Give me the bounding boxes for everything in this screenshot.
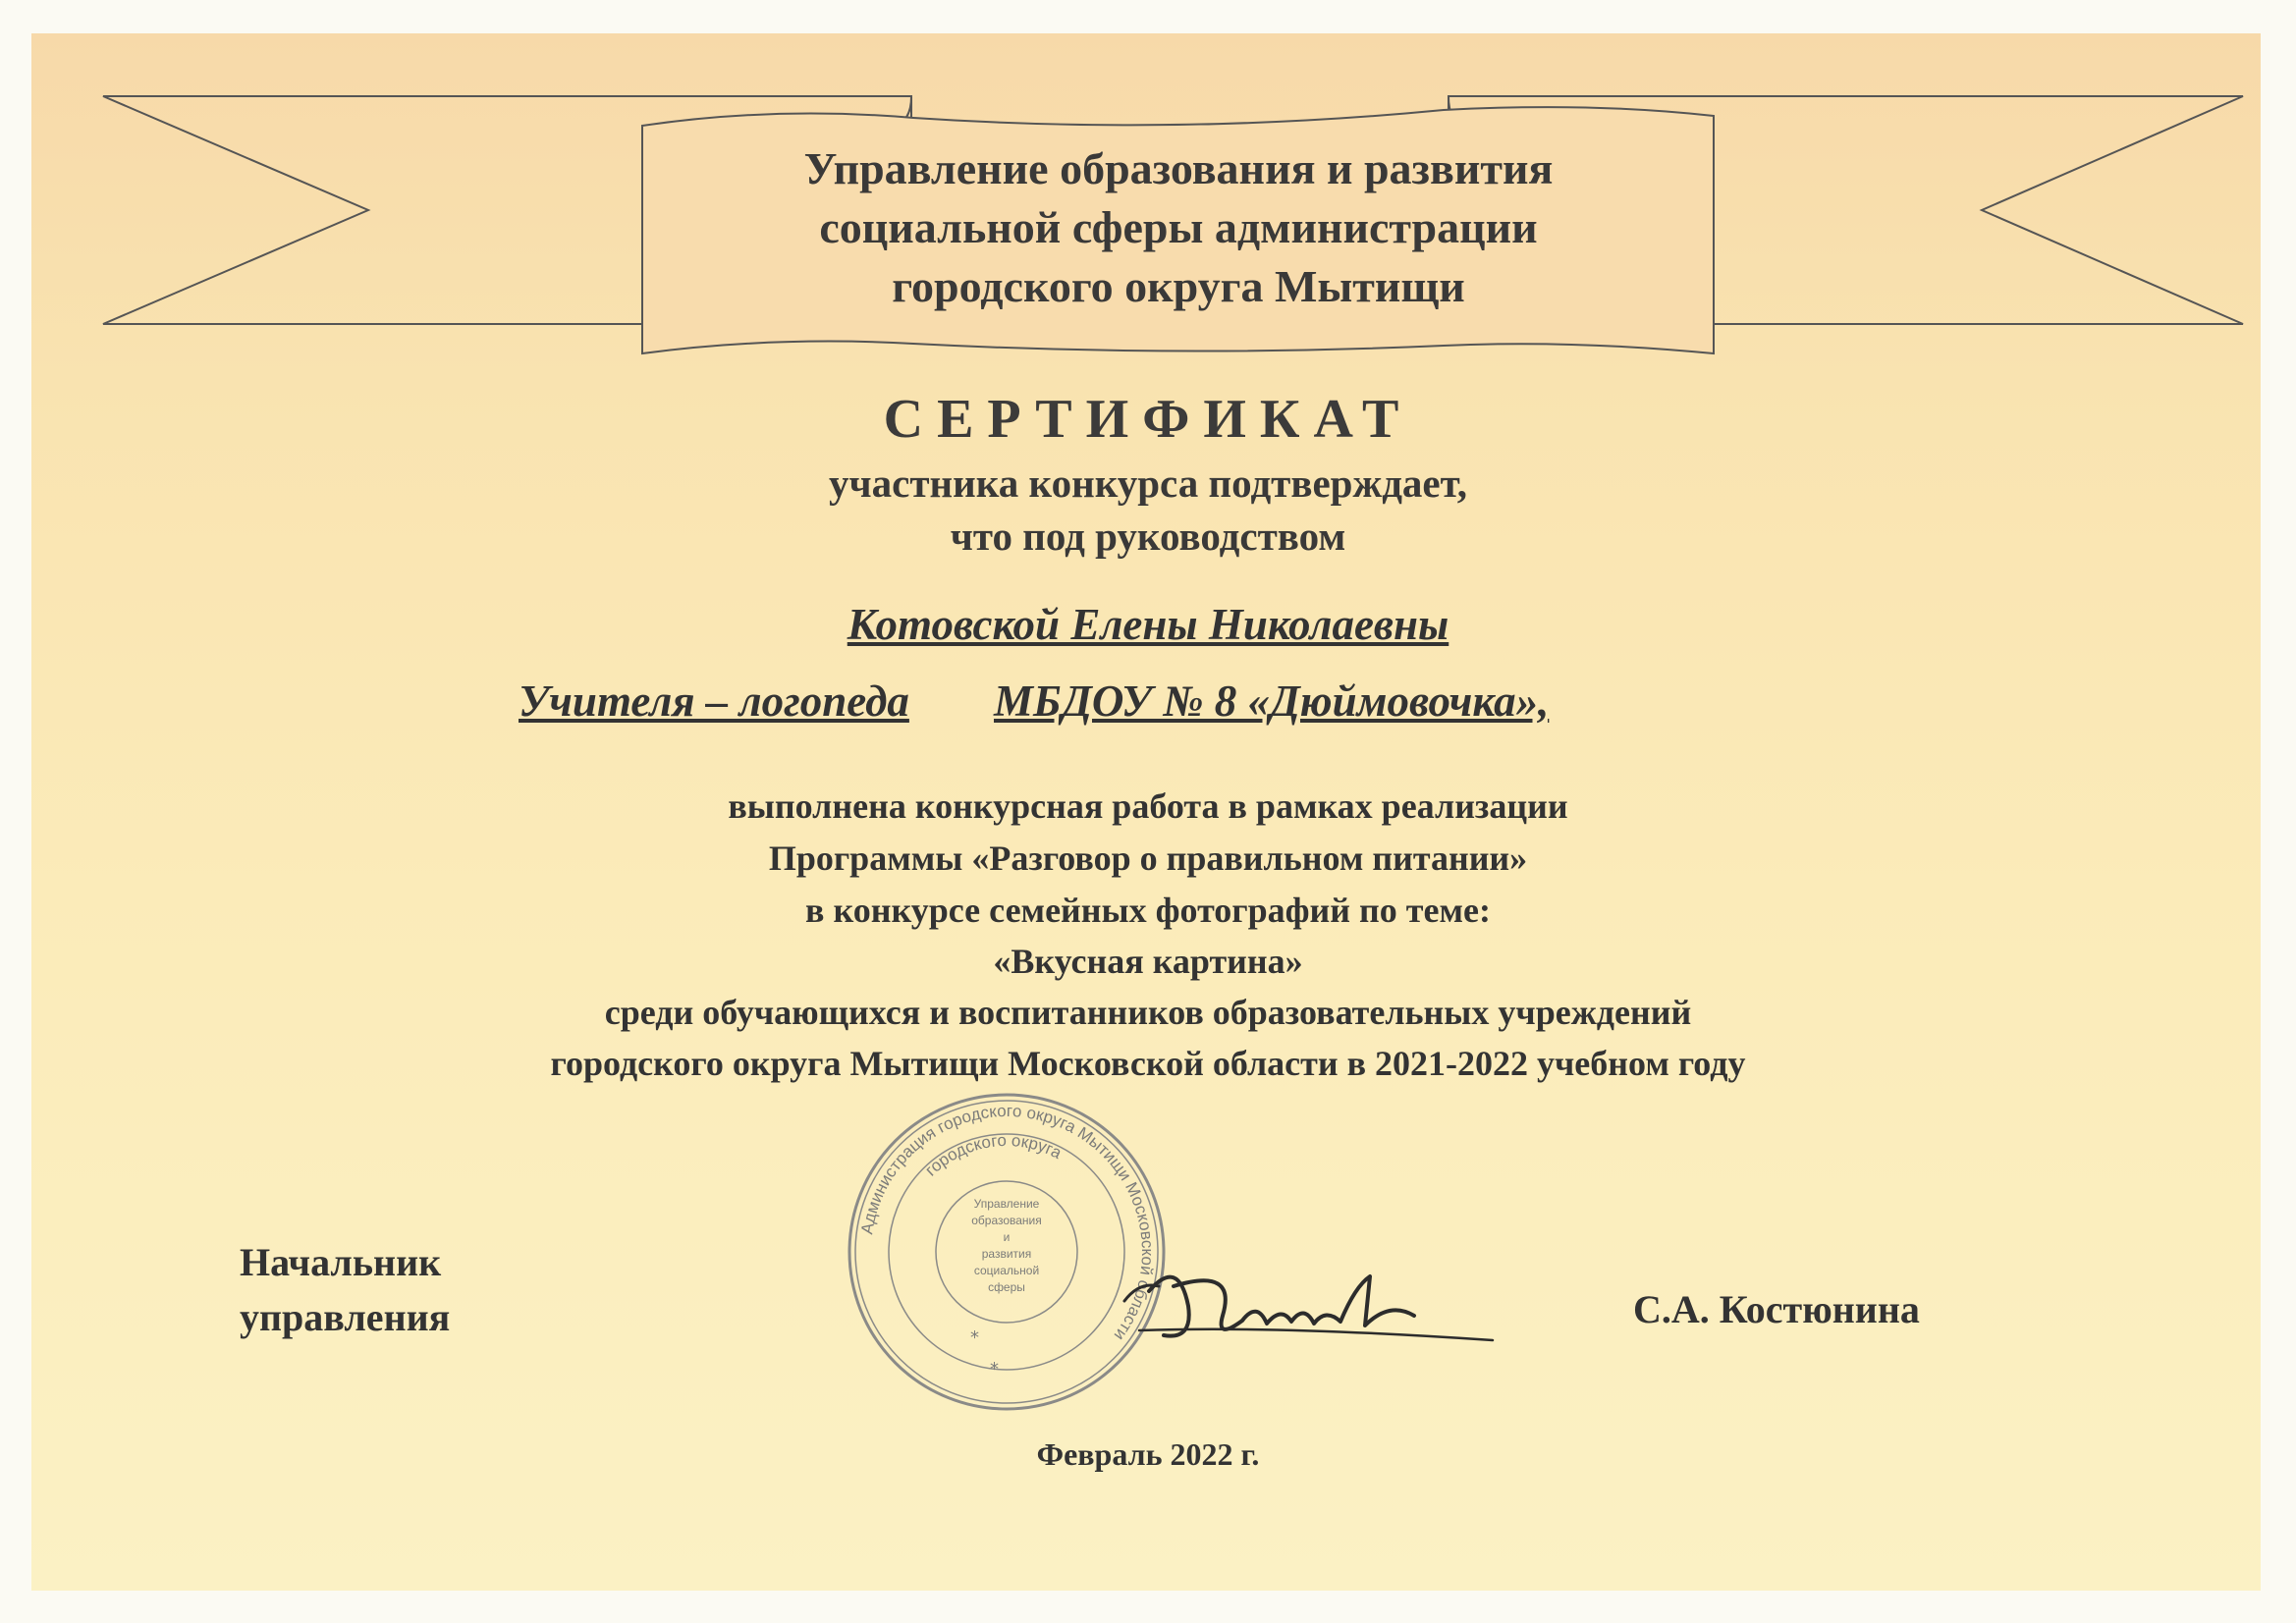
issuer-title-line-1: Управление образования и развития bbox=[803, 143, 1554, 193]
svg-text:*: * bbox=[970, 1327, 979, 1348]
stamp-center-line: социальной bbox=[973, 1264, 1040, 1277]
issuer-title-line-3: городского округа Мытищи bbox=[892, 261, 1465, 311]
body-line-3: в конкурсе семейных фотографий по теме: bbox=[805, 891, 1491, 930]
stamp-center-line: развития bbox=[981, 1247, 1032, 1261]
signatory-role bbox=[240, 1235, 450, 1345]
recipient-institution: МБДОУ № 8 «Дюймовочка», bbox=[994, 676, 1550, 726]
issuer-title-line-2: социальной сферы администрации bbox=[819, 202, 1538, 252]
body-line-4: «Вкусная картина» bbox=[993, 942, 1303, 981]
issue-date: Февраль 2022 г. bbox=[1036, 1436, 1260, 1472]
stamp-center-line: Управление bbox=[973, 1197, 1040, 1211]
certificate-title: СЕРТИФИКАТ bbox=[883, 389, 1413, 450]
signatory-role-line-1: Начальник bbox=[240, 1240, 442, 1284]
stamp-center-line: сферы bbox=[988, 1280, 1025, 1294]
certificate-subtitle-2: что под руководством bbox=[950, 514, 1346, 559]
signatory-name: С.А. Костюнина bbox=[1633, 1287, 1920, 1331]
signatory-role-line-2: управления bbox=[240, 1295, 451, 1339]
handwritten-signature bbox=[1120, 1247, 1512, 1365]
svg-text:городского округа: городского округа bbox=[921, 1130, 1066, 1180]
recipient-position: Учителя – логопеда bbox=[519, 676, 909, 726]
issuer-title bbox=[648, 139, 1709, 316]
svg-text:*: * bbox=[990, 1359, 999, 1380]
body-line-6: городского округа Мытищи Московской области в 2021-2022 учебном году bbox=[550, 1044, 1746, 1083]
stamp-center-line: и bbox=[1003, 1230, 1011, 1244]
recipient-name: Котовской Елены Николаевны bbox=[847, 600, 1449, 649]
body-line-5: среди обучающихся и воспитанников образовательных учреждений bbox=[604, 993, 1692, 1032]
stamp-center-line: образования bbox=[971, 1214, 1042, 1227]
svg-text:Администрация городского округ: Администрация городского округа Мытищи Московской области bbox=[857, 1101, 1158, 1344]
certificate-subtitle-1: участника конкурса подтверждает, bbox=[829, 460, 1467, 506]
body-line-2: Программы «Разговор о правильном питании» bbox=[768, 839, 1528, 878]
body-line-1: выполнена конкурсная работа в рамках реализации bbox=[728, 786, 1568, 826]
